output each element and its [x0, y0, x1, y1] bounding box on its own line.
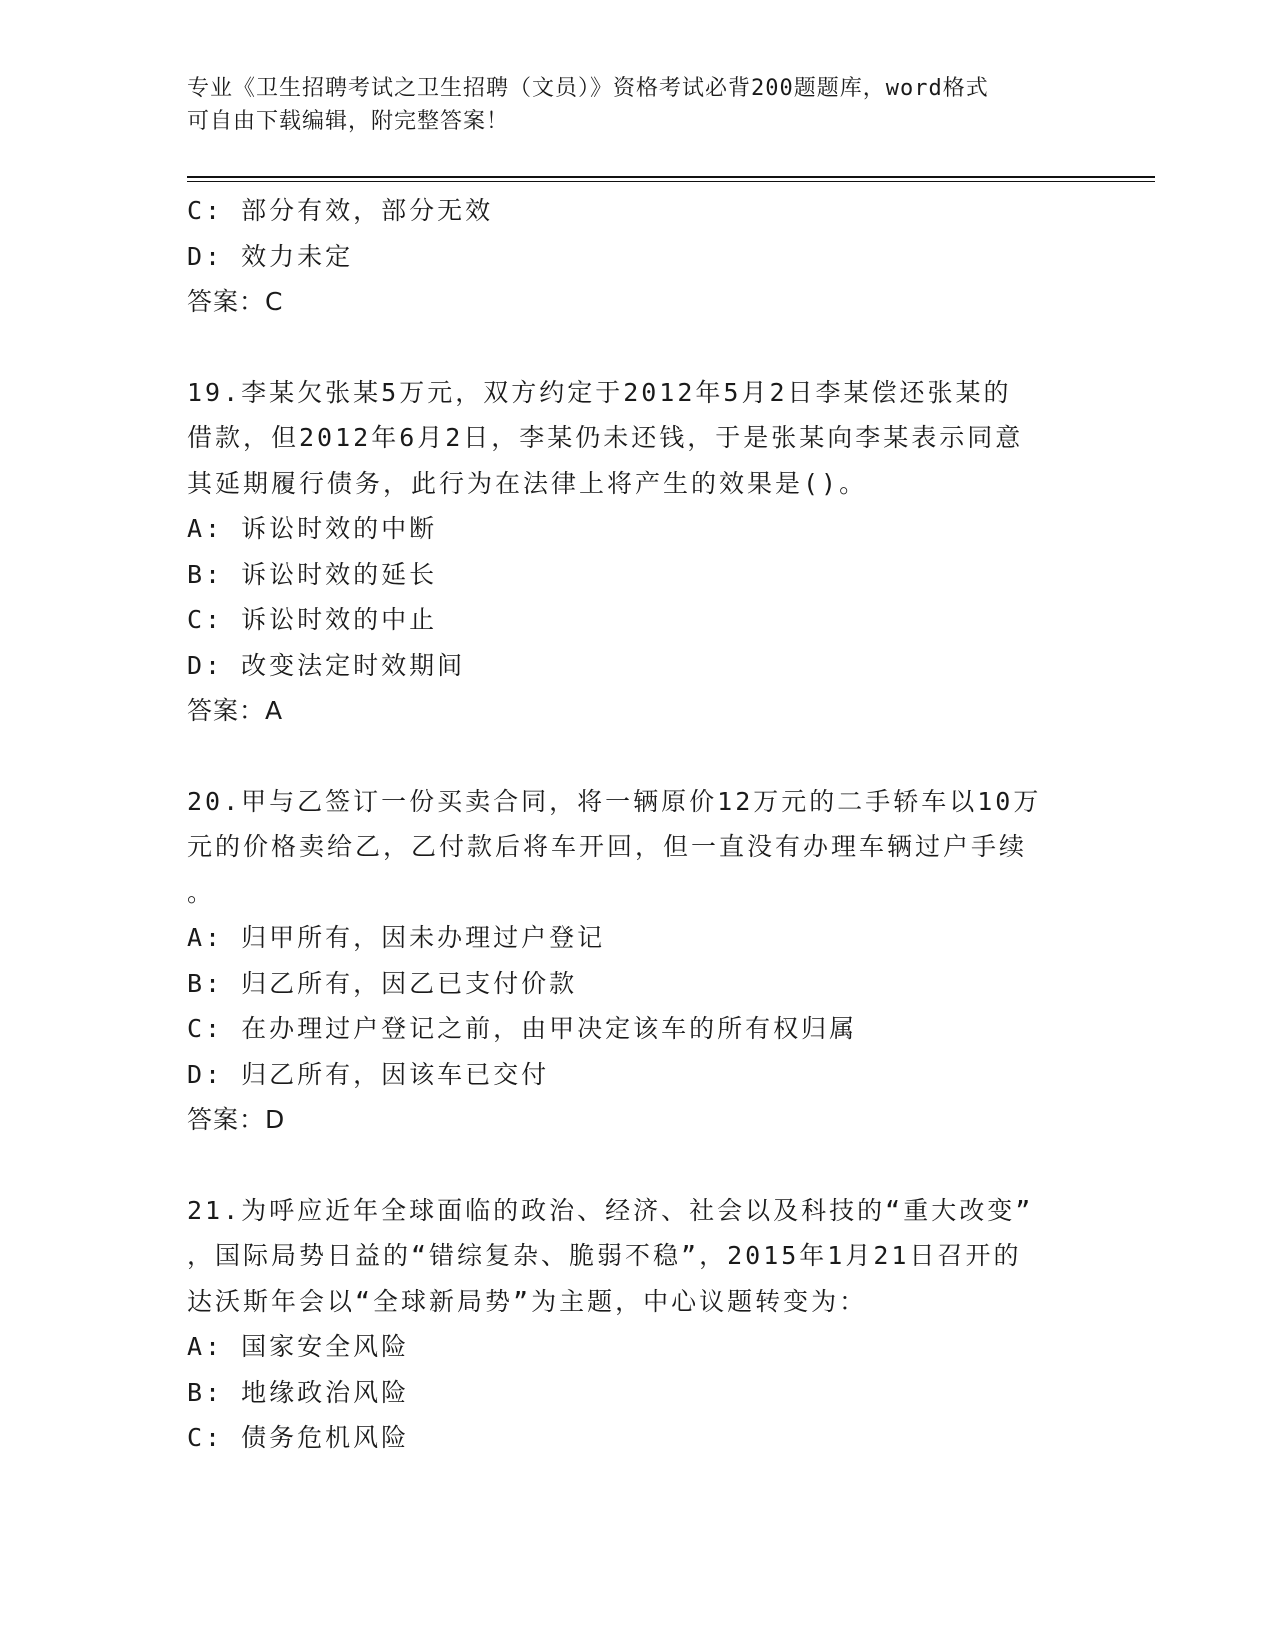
option-d: D: 归乙所有，因该车已交付: [187, 1059, 550, 1089]
answer-line: 答案：D: [187, 1105, 286, 1134]
option-d: D: 改变法定时效期间: [187, 650, 466, 680]
question-stem-line: 20.甲与乙签订一份买卖合同，将一辆原价12万元的二手轿车以10万: [187, 786, 1042, 816]
option-b: B: 诉讼时效的延长: [187, 559, 438, 589]
header-line-1: 专业《卫生招聘考试之卫生招聘（文员）》资格考试必背200题题库，word格式: [187, 76, 989, 101]
page-header: [187, 72, 1067, 138]
question-21: [187, 1188, 1087, 1461]
question-stem-line: 达沃斯年会以“全球新局势”为主题，中心议题转变为：: [187, 1286, 868, 1316]
question-stem-line: 。: [187, 877, 216, 907]
question-18-tail: [187, 188, 1087, 325]
option-c: C: 在办理过户登记之前，由甲决定该车的所有权归属: [187, 1014, 858, 1043]
option-b: B: 归乙所有，因乙已支付价款: [187, 968, 578, 998]
option-c: C: 债务危机风险: [187, 1423, 410, 1452]
question-stem-line: 其延期履行债务，此行为在法律上将产生的效果是()。: [187, 468, 868, 498]
header-line-2: 可自由下载编辑，附完整答案！: [187, 109, 510, 134]
question-20: [187, 779, 1087, 1143]
option-b: B: 地缘政治风险: [187, 1377, 410, 1407]
option-a: A: 归甲所有，因未办理过户登记: [187, 923, 606, 952]
answer-line: 答案：A: [187, 696, 284, 725]
answer-line: 答案：C: [187, 287, 284, 316]
option-c: C: 诉讼时效的中止: [187, 605, 438, 634]
question-content: [187, 188, 1087, 1461]
option-a: A: 诉讼时效的中断: [187, 514, 438, 543]
question-stem-line: 19.李某欠张某5万元，双方约定于2012年5月2日李某偿还张某的: [187, 377, 1012, 407]
question-stem-line: 元的价格卖给乙，乙付款后将车开回，但一直没有办理车辆过户手续: [187, 832, 1028, 861]
question-stem-line: ，国际局势日益的“错综复杂、脆弱不稳”，2015年1月21日召开的: [187, 1241, 1022, 1270]
option-d: D: 效力未定: [187, 241, 354, 271]
header-divider: [187, 176, 1155, 182]
question-19: [187, 370, 1087, 734]
option-c: C: 部分有效，部分无效: [187, 196, 494, 225]
question-stem-line: 21.为呼应近年全球面临的政治、经济、社会以及科技的“重大改变”: [187, 1195, 1034, 1225]
question-stem-line: 借款，但2012年6月2日，李某仍未还钱，于是张某向李某表示同意: [187, 423, 1024, 452]
option-a: A: 国家安全风险: [187, 1332, 410, 1361]
